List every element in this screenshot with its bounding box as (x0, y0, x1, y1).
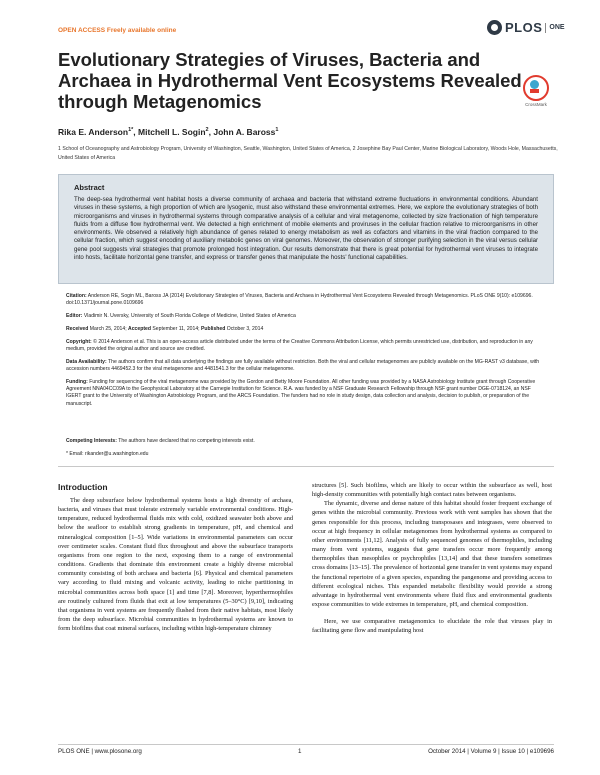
competing-interests-block (66, 438, 546, 445)
data-availability-label: Data Availability: (66, 359, 107, 365)
editor-label: Editor: (66, 313, 83, 319)
funding-text: Funding for sequencing of the viral metagenome was provided by the Gordon and Betty Moore Foundation. All other funding was provided by a NASA Astrobiology Institute grant through Cooperative Agreement NNA04CC09A to the Geophysical Laboratory at the Carnegie Institution for Science. R.A. was funded by a NSF Graduate Research Fellowship through NSF grant number DGE-0718124, an NSF IGERT grant to the University of Washington Astrobiology Program, and the ARCS Foundation. The funders had no role in study design, data collection and analysis, decision to publish, or preparation of the manuscript. (66, 379, 536, 407)
author-affil-mark: 1* (128, 127, 134, 134)
received-label: Received (66, 326, 89, 332)
citation-text: Anderson RE, Sogin ML, Baross JA (2014) Evolutionary Strategies of Viruses, Bacteria and Archaea in Hydrothermal Vent Ecosystems Revealed through Metagenomics. PLoS ONE 9(10): e109696. doi:10.1371/journal.pone.0109696 (66, 293, 533, 307)
author-list: Rika E. Anderson$^{1*}$, Mitchell L. Sogin$^2$, John A. Baross$^1$ (58, 127, 279, 137)
accepted-label: Accepted (128, 326, 151, 332)
abstract-box (58, 174, 554, 284)
published-label: Published (201, 326, 226, 332)
plos-wordmark: PLOS (505, 20, 543, 35)
crossmark-badge[interactable] (516, 75, 556, 107)
article-title: Evolutionary Strategies of Viruses, Bacteria and Archaea in Hydrothermal Vent Ecosystems Revealed through Metagenomics (58, 49, 522, 112)
author-name: John A. Baross (213, 127, 276, 137)
crossmark-label: CrossMark (525, 102, 547, 107)
corresponding-email[interactable]: * Email: rikander@u.washington.edu (66, 451, 149, 457)
citation-block (66, 293, 546, 307)
open-access-banner: OPEN ACCESS Freely available online (58, 27, 177, 34)
accepted-date: September 11, 2014; (152, 326, 200, 332)
editor-text: Vladimir N. Uversky, University of South Florida College of Medicine, United States of America (83, 313, 296, 319)
copyright-text: © 2014 Anderson et al. This is an open-access article distributed under the terms of the Creative Commons Attribution License, which permits unrestricted use, distribution, and reproduction in any medium, provided the original author and source are credited. (66, 339, 533, 353)
abstract-heading: Abstract (74, 183, 105, 192)
author-name: Rika E. Anderson (58, 127, 129, 137)
footer-issue: October 2014 | Volume 9 | Issue 10 | e109696 (428, 748, 554, 755)
plos-one-logo[interactable] (487, 20, 565, 35)
section-divider (58, 466, 554, 467)
competing-interests-text: The authors have declared that no competing interests exist. (118, 438, 255, 444)
copyright-label: Copyright: (66, 339, 92, 345)
footer-journal[interactable]: PLOS ONE | www.plosone.org (58, 748, 142, 755)
one-wordmark: ONE (549, 24, 565, 31)
intro-paragraph: Here, we use comparative metagenomics to elucidate the role that viruses play in facilitating gene flow and manipulating host (312, 618, 552, 635)
editor-block (66, 313, 546, 320)
data-availability-text: The authors confirm that all data underlying the findings are fully available without restriction. Both the viral and cellular metagenomes are publicly available on the MG-RAST v3 database, with accession numbers 4469452.3 for the viral metagenome and 4481541.3 for the cellular metagenome. (66, 359, 540, 373)
author-affil-mark: 1 (275, 127, 279, 134)
funding-block (66, 379, 546, 408)
copyright-block (66, 339, 546, 353)
intro-paragraph: The deep subsurface below hydrothermal systems hosts a high diversity of archaea, bacteria, and viruses that must tolerate extremely variable environmental conditions. High-temperature, reduced hydrothermal fluids mix with cold, oxidized seawater both above and below the seafloor to establish strong gradients in temperature, pH, and chemical and mineralogical composition [1–5]. Wide variations in environmental parameters can occur over centimeter scales. Constant fluid flux throughout and above the subsurface transports organisms from one region to the next, exposing them to a range of environmental conditions. Gradients that dominate this environment create a highly diverse microbial community consisting of both archaea and bacteria [6]. Physical and chemical parameters vary according to fluid mixing and volcanic activity, leading to niche partitioning in microbial communities across both space [1] and time [7,8]. Moreover, hyperthermophiles are routinely cultured from fluids that exit at low temperatures (5–30°C) [9,10], indicating that organisms in vent systems are frequently flushed from their native habitats, most likely from the deep subsurface. Microbial communities in hydrothermal systems are known to form biofilms that coat mineral surfaces, including within high-temperature chimney (58, 497, 293, 633)
body-column-left (58, 496, 293, 633)
citation-label: Citation: (66, 293, 87, 299)
intro-paragraph: structures [5]. Such biofilms, which are likely to occur within the subsurface as well, host high-density communities with potentially high contact rates between organisms. (312, 482, 552, 499)
intro-paragraph: The dynamic, diverse and dense nature of this habitat should foster frequent exchange of genes within the microbial community. Previous work with vent samples has shown that the genes responsible for this process, including transposases and integrases, were observed to occur at high frequency in cellular metagenomes from hydrothermal systems as compared to other environments [11,12]. Analysis of fully sequenced genomes of thermophiles, including many from vent systems, suggests that gene transfers occur more frequently among thermophiles than mesophiles or psychrophiles [13,14] and that these transfers sometimes cross domains [13–15]. The prevalence of horizontal gene transfer in vent systems may expand the functional repertoire of a given species, expanding the pangenome and providing access to different ecological niches. This expanded metabolic flexibility would provide a strong advantage in hydrothermal vent environments where fluid flux and environmental gradients expose communities to wide extremes in temperature, pH, and chemical composition. (312, 500, 552, 609)
page-number: 1 (298, 748, 302, 755)
crossmark-icon (523, 75, 549, 101)
data-availability-block (66, 359, 546, 373)
affiliations: 1 School of Oceanography and Astrobiology Program, University of Washington, Seattle, Washington, United States of America, 2 Josephine Bay Paul Center, Marine Biological Laboratory, Woods Hole, Massachusetts, United States of America (58, 146, 558, 161)
introduction-heading: Introduction (58, 482, 108, 492)
published-date: October 3, 2014 (226, 326, 264, 332)
body-column-right (312, 481, 552, 636)
logo-divider (545, 23, 546, 33)
author-affil-mark: 2 (205, 127, 209, 134)
funding-label: Funding: (66, 379, 88, 385)
received-date: March 25, 2014; (89, 326, 127, 332)
abstract-text: The deep-sea hydrothermal vent habitat hosts a diverse community of archaea and bacteria that withstand extreme fluctuations in environmental conditions. Abundant viruses in these systems, a high proportion of which are lysogenic, must also withstand these environmental extremes. Here, we explore the evolutionary strategies of both microorganisms and viruses in hydrothermal systems through comparative analysis of a cellular and viral metagenome, collected by size fractionation of high temperature fluids from a diffuse flow hydrothermal vent. We detected a high enrichment of mobile elements and proviruses in the cellular fraction relative to microorganisms in other environments. We observed a relatively high abundance of genes related to energy metabolism as well as cofactors and vitamins in the viral fraction compared to the cellular fraction, which suggest encoding of auxiliary metabolic genes on viral genomes. Moreover, the observation of stronger purifying selection in the viral versus cellular gene pool suggests viral strategies that promote prolonged host integration. Our results demonstrate that there is great potential for hydrothermal vent viruses to integrate into hosts, facilitate horizontal gene transfer, and express or transfer genes that manipulate the hosts' functional capabilities. (74, 196, 538, 262)
author-name: Mitchell L. Sogin (138, 127, 206, 137)
footer-divider (58, 744, 554, 745)
dates-block (66, 326, 546, 333)
plos-logo-icon (487, 20, 502, 35)
competing-interests-label: Competing Interests: (66, 438, 117, 444)
